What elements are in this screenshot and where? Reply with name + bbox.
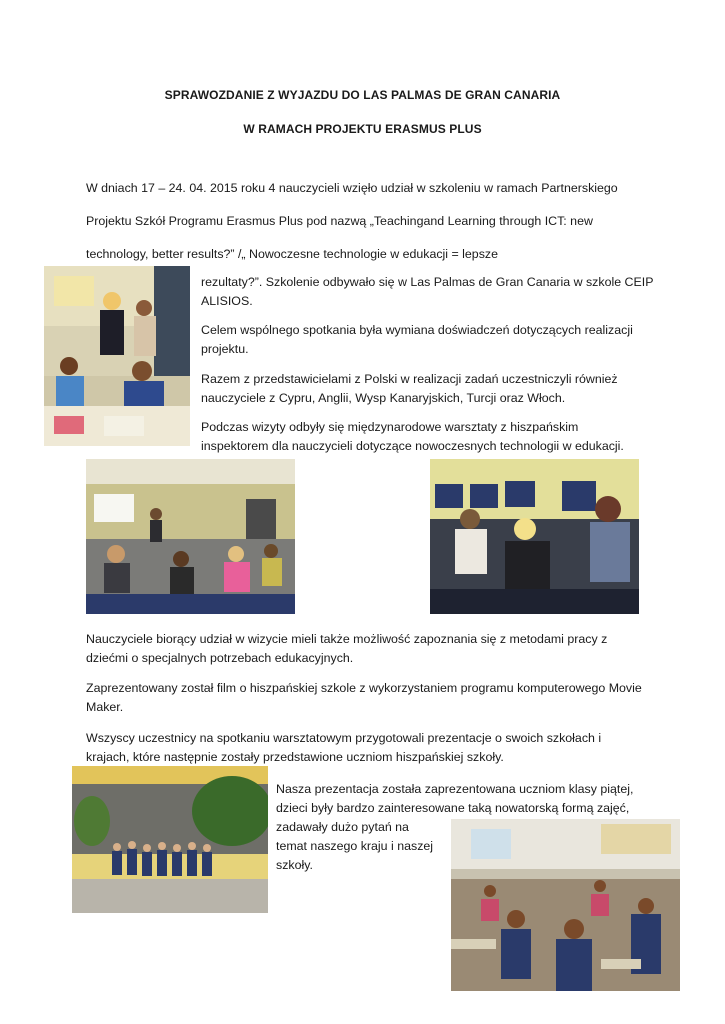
- intro-line: rezultaty?”. Szkolenie odbywało się w Las Palmas de Gran Canaria w szkole CEIP: [201, 275, 654, 289]
- class-line: szkoły.: [276, 858, 313, 872]
- class-line: temat naszego kraju i naszej: [276, 839, 434, 853]
- children-line: Nauczyciele biorący udział w wizycie mieli także możliwość zapoznania się z metodami pracy z: [86, 632, 608, 646]
- presentations-line: Wszyscy uczestnicy na spotkaniu warsztatowym przygotowali prezentacje o swoich szkołach i: [86, 731, 602, 745]
- intro-line: technology, better results?” /„ Nowoczesne technologie w edukacji = lepsze: [86, 247, 498, 261]
- photo-classroom-visit: [44, 266, 190, 446]
- report-title: SPRAWOZDANIE Z WYJAZDU DO LAS PALMAS DE GRAN CANARIA: [164, 88, 561, 102]
- intro-line: ALISIOS.: [201, 294, 253, 308]
- photo-classroom-students: [451, 819, 680, 991]
- children-line: dziećmi o specjalnych potrzebach edukacyjnych.: [86, 651, 354, 665]
- workshops-paragraph: [201, 418, 624, 456]
- photo-group-outdoor: [72, 766, 268, 913]
- partners-line: Razem z przedstawicielami z Polski w realizacji zadań uczestniczyli również: [201, 372, 618, 386]
- intro-paragraph-continued: [201, 273, 653, 311]
- intro-line: Projektu Szkół Programu Erasmus Plus pod nazwą „Teachingand Learning through ICT: new: [86, 214, 593, 228]
- class-line: dzieci były bardzo zainteresowane taką nowatorską formą zajęć,: [276, 801, 630, 815]
- workshops-line: Podczas wizyty odbyły się międzynarodowe warsztaty z hiszpańskim: [201, 420, 579, 434]
- report-subtitle: W RAMACH PROJEKTU ERASMUS PLUS: [243, 122, 482, 136]
- class-line: Nasza prezentacja została zaprezentowana uczniom klasy piątej,: [276, 782, 634, 796]
- film-line: Zaprezentowany został film o hiszpańskiej szkole z wykorzystaniem programu komputerowego Movie: [86, 681, 642, 695]
- presentations-paragraph: [86, 729, 601, 767]
- workshops-line: inspektorem dla nauczycieli dotyczące nowoczesnych technologii w edukacji.: [201, 439, 624, 453]
- partners-paragraph: [201, 370, 618, 408]
- children-paragraph: [86, 630, 607, 668]
- intro-paragraph: [86, 179, 618, 278]
- goal-line: projektu.: [201, 342, 249, 356]
- photo-computer-lab: [430, 459, 639, 614]
- goal-paragraph: [201, 321, 633, 359]
- class-line: zadawały dużo pytań na: [276, 820, 409, 834]
- partners-line: nauczyciele z Cypru, Anglii, Wysp Kanaryjskich, Turcji oraz Włoch.: [201, 391, 566, 405]
- intro-line: W dniach 17 – 24. 04. 2015 roku 4 nauczycieli wzięło udział w szkoleniu w ramach Partnerskiego: [86, 181, 618, 195]
- presentations-line: krajach, które następnie zostały przedstawione uczniom hiszpańskiej szkoły.: [86, 750, 504, 764]
- photo-workshop-room: [86, 459, 295, 614]
- goal-line: Celem wspólnego spotkania była wymiana doświadczeń dotyczących realizacji: [201, 323, 633, 337]
- film-line: Maker.: [86, 700, 124, 714]
- film-paragraph: [86, 679, 642, 717]
